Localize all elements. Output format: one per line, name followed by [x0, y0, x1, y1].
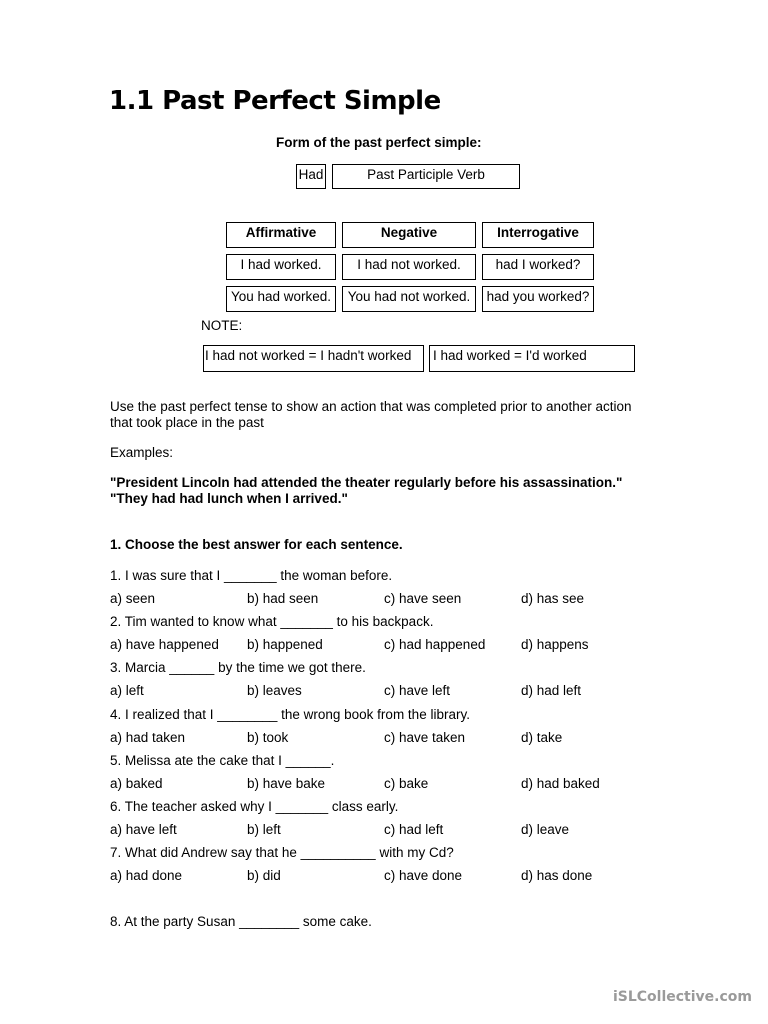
- example-1: "President Lincoln had attended the theater regularly before his assassination.": [110, 475, 623, 490]
- answer-option: b) have bake: [247, 776, 326, 791]
- header-interrogative: Interrogative: [482, 222, 594, 248]
- cell-interrogative: had you worked?: [482, 286, 594, 312]
- answer-option: d) has see: [521, 591, 585, 606]
- form-box-past-participle: Past Participle Verb: [332, 164, 520, 189]
- answer-option: d) had baked: [521, 776, 600, 791]
- page-title: 1.1 Past Perfect Simple: [109, 86, 441, 116]
- answer-option: b) took: [247, 730, 289, 745]
- answer-option: b) had seen: [247, 591, 319, 606]
- cell-affirmative: I had worked.: [226, 254, 336, 280]
- question-8: 8. At the party Susan ________ some cake.: [110, 914, 372, 929]
- question-text: 3. Marcia ______ by the time we got there.: [110, 660, 366, 675]
- cell-negative: You had not worked.: [342, 286, 476, 312]
- answer-option: a) have left: [110, 822, 177, 837]
- note-label: NOTE:: [201, 318, 243, 333]
- note-box-contraction-negative: I had not worked = I hadn't worked: [203, 345, 424, 372]
- example-2: "They had had lunch when I arrived.": [110, 491, 348, 506]
- answer-option: d) had left: [521, 683, 582, 698]
- answer-option: c) have left: [384, 683, 451, 698]
- answer-option: a) had taken: [110, 730, 186, 745]
- question-text: 6. The teacher asked why I _______ class early.: [110, 799, 399, 814]
- usage-line-2: that took place in the past: [110, 415, 264, 430]
- answer-option: d) happens: [521, 637, 589, 652]
- answer-option: c) bake: [384, 776, 429, 791]
- header-affirmative: Affirmative: [226, 222, 336, 248]
- examples-label: Examples:: [110, 445, 174, 460]
- answer-option: c) had left: [384, 822, 444, 837]
- note-box-contraction-affirmative: I had worked = I'd worked: [429, 345, 635, 372]
- answer-option: d) leave: [521, 822, 570, 837]
- answer-option: b) leaves: [247, 683, 302, 698]
- cell-interrogative: had I worked?: [482, 254, 594, 280]
- question-text: 5. Melissa ate the cake that I ______.: [110, 753, 335, 768]
- answer-option: b) happened: [247, 637, 323, 652]
- answer-option: b) did: [247, 868, 281, 883]
- answer-option: c) have taken: [384, 730, 466, 745]
- footer-watermark: iSLCollective.com: [612, 989, 752, 1005]
- answer-option: c) had happened: [384, 637, 486, 652]
- form-heading: Form of the past perfect simple:: [276, 135, 482, 150]
- question-text: 7. What did Andrew say that he __________ with my Cd?: [110, 845, 454, 860]
- answer-option: a) seen: [110, 591, 156, 606]
- answer-option: b) left: [247, 822, 281, 837]
- answer-option: a) had done: [110, 868, 183, 883]
- answer-option: c) have done: [384, 868, 463, 883]
- cell-affirmative: You had worked.: [226, 286, 336, 312]
- usage-line-1: Use the past perfect tense to show an action that was completed prior to another action: [110, 399, 632, 414]
- answer-option: d) has done: [521, 868, 593, 883]
- exercise-heading: 1. Choose the best answer for each sentence.: [110, 537, 403, 552]
- answer-option: c) have seen: [384, 591, 462, 606]
- cell-negative: I had not worked.: [342, 254, 476, 280]
- form-box-had: Had: [296, 164, 326, 189]
- question-text: 4. I realized that I ________ the wrong book from the library.: [110, 707, 470, 722]
- header-negative: Negative: [342, 222, 476, 248]
- answer-option: a) left: [110, 683, 144, 698]
- question-text: 2. Tim wanted to know what _______ to his backpack.: [110, 614, 434, 629]
- answer-option: a) baked: [110, 776, 163, 791]
- answer-option: d) take: [521, 730, 563, 745]
- answer-option: a) have happened: [110, 637, 219, 652]
- question-text: 1. I was sure that I _______ the woman before.: [110, 568, 393, 583]
